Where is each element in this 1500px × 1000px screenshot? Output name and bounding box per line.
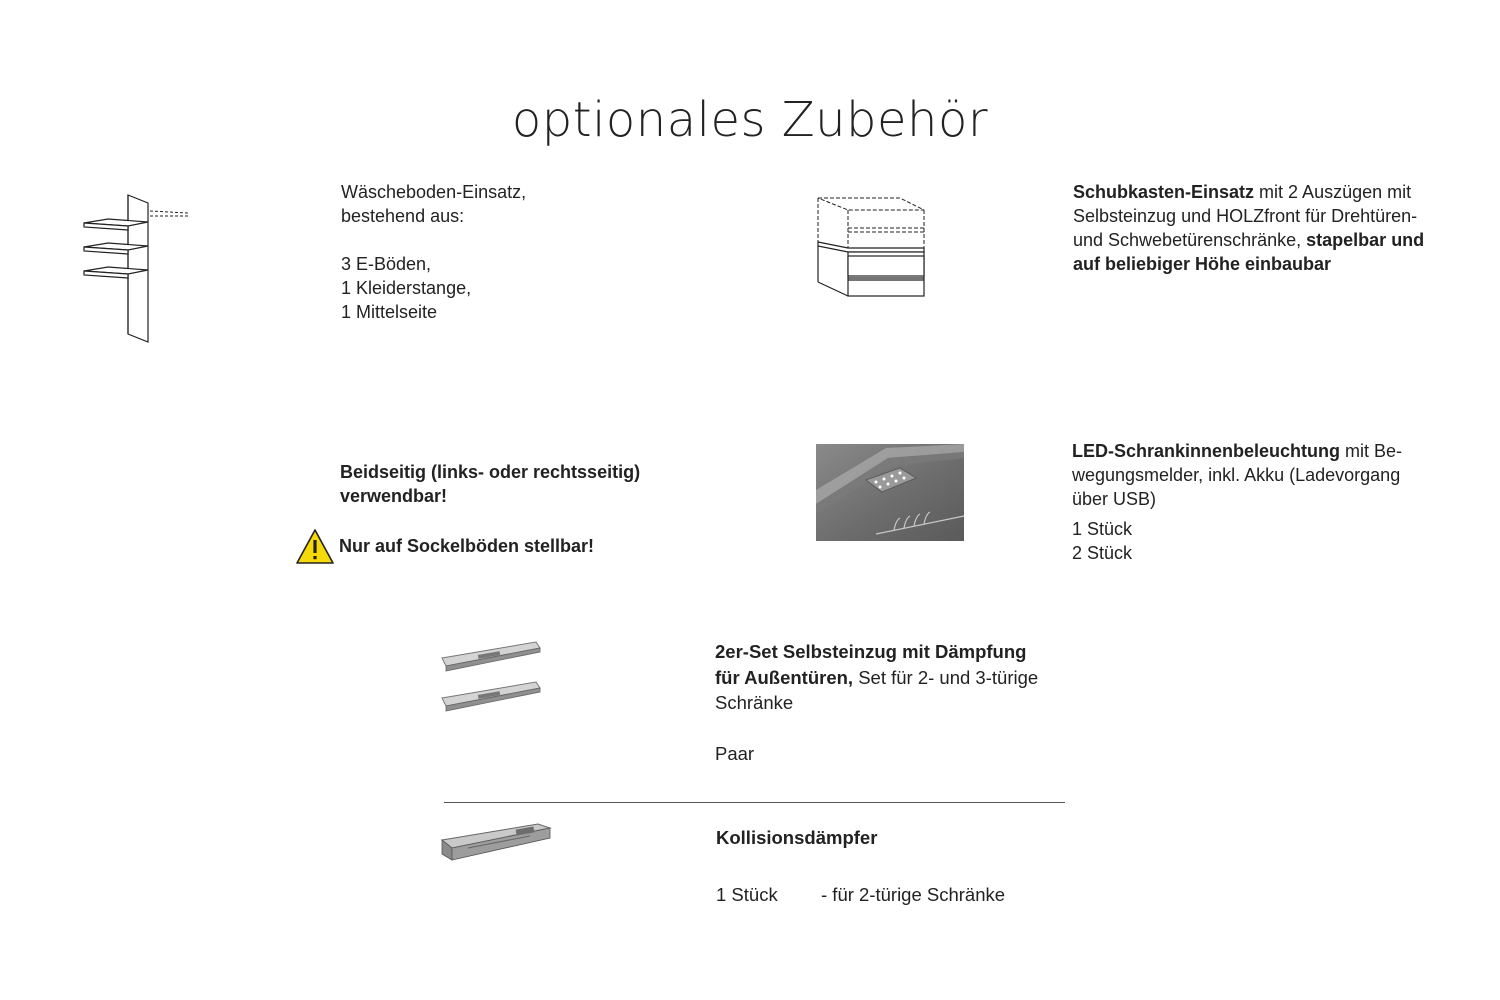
drawer-insert-desc: mit 2 Auszügen mit bbox=[1254, 182, 1412, 202]
section-divider bbox=[444, 802, 1065, 803]
led-light-photo bbox=[816, 444, 964, 541]
drawer-insert-drawing bbox=[812, 190, 932, 302]
soft-close-desc: Schränke bbox=[715, 692, 794, 713]
soft-close-rails bbox=[440, 638, 544, 716]
shelf-insert-part: 1 Kleiderstange, bbox=[341, 278, 472, 298]
usage-note-line: Beidseitig (links- oder rechtsseitig) bbox=[340, 462, 641, 482]
usage-note bbox=[340, 460, 640, 508]
shelf-insert-subtitle: bestehend aus: bbox=[341, 206, 465, 226]
shelf-insert-part: 1 Mittelseite bbox=[341, 302, 438, 322]
shelf-insert-part: 3 E-Böden, bbox=[341, 254, 432, 274]
led-option: 1 Stück bbox=[1072, 519, 1133, 539]
drawer-insert-feature: stapelbar und bbox=[1306, 230, 1425, 250]
drawer-insert-title: Schubkasten-Einsatz bbox=[1073, 182, 1255, 202]
collision-damper-part bbox=[438, 818, 554, 864]
shelf-insert-description bbox=[341, 180, 526, 324]
page-title: optionales Zubehör bbox=[511, 92, 989, 148]
soft-close-description bbox=[715, 639, 1038, 766]
soft-close-title: für Außentüren, bbox=[715, 666, 854, 688]
warning-triangle-icon bbox=[295, 528, 335, 565]
led-desc: mit Be- bbox=[1340, 441, 1403, 461]
damper-desc: - für 2-türige Schränke bbox=[821, 884, 1006, 905]
warning-text: Nur auf Sockelböden stellbar! bbox=[339, 536, 595, 556]
damper-description bbox=[716, 826, 1005, 907]
drawer-insert-description bbox=[1073, 180, 1424, 276]
drawer-insert-desc: und Schwebetürenschränke, bbox=[1073, 230, 1307, 250]
led-desc: wegungsmelder, inkl. Akku (Ladevorgang bbox=[1072, 465, 1401, 485]
damper-title: Kollisionsdämpfer bbox=[716, 827, 878, 848]
led-description bbox=[1072, 439, 1402, 565]
shelf-insert-title: Wäscheboden-Einsatz, bbox=[341, 182, 527, 202]
led-desc: über USB) bbox=[1072, 489, 1157, 509]
shelf-insert-drawing bbox=[80, 190, 195, 345]
soft-close-title: 2er-Set Selbsteinzug mit Dämpfung bbox=[715, 641, 1027, 662]
drawer-insert-feature: auf beliebiger Höhe einbaubar bbox=[1073, 254, 1332, 274]
damper-qty: 1 Stück bbox=[716, 884, 778, 905]
drawer-insert-desc: Selbsteinzug und HOLZfront für Drehtüren- bbox=[1073, 206, 1418, 226]
usage-note-line: verwendbar! bbox=[340, 486, 448, 506]
soft-close-desc: Set für 2- und 3-türige bbox=[853, 666, 1039, 688]
led-title: LED-Schrankinnenbeleuchtung bbox=[1072, 441, 1341, 461]
led-option: 2 Stück bbox=[1072, 543, 1133, 563]
soft-close-unit: Paar bbox=[715, 742, 755, 764]
